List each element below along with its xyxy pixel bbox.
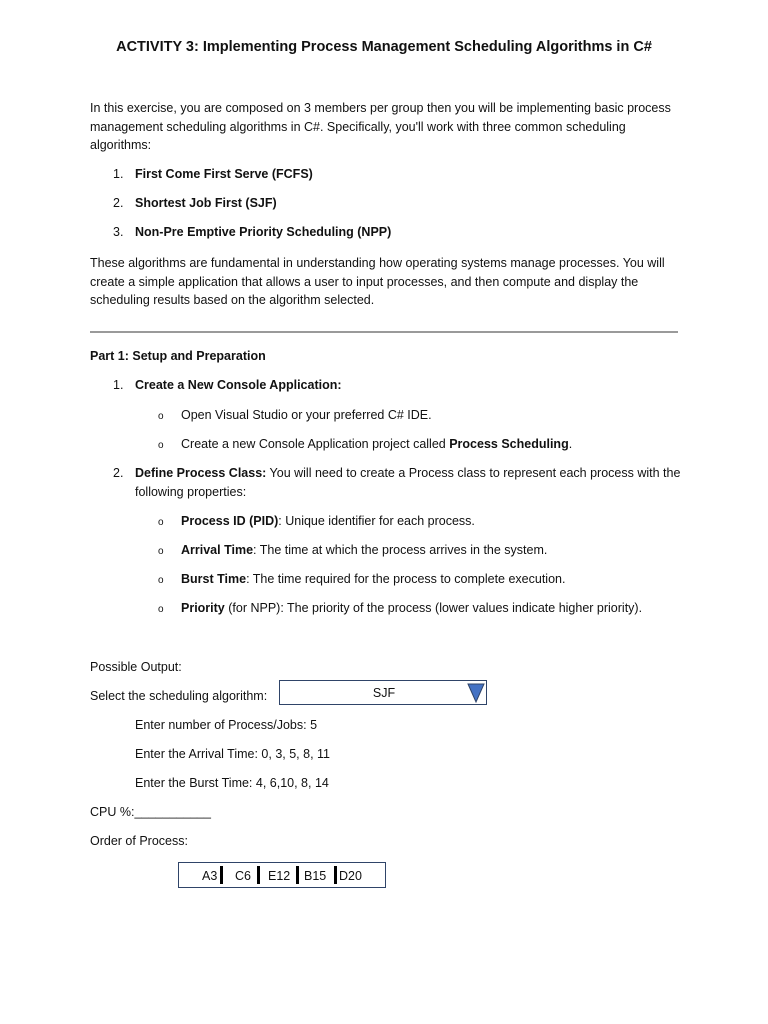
step-2: 2. Define Process Class: You will need to create a Process class to represent each process with the — [113, 466, 681, 480]
algorithm-item: 1. First Come First Serve (FCFS) — [113, 167, 313, 181]
gantt-separator — [334, 866, 337, 884]
gantt-separator — [296, 866, 299, 884]
algorithm-select[interactable] — [279, 680, 487, 705]
divider — [90, 331, 678, 333]
bullet-icon: o — [158, 546, 164, 557]
gantt-cell: C6 — [235, 869, 251, 883]
bullet-icon: o — [158, 517, 164, 528]
output-heading: Possible Output: — [90, 660, 182, 674]
summary-line: scheduling results based on the algorithm selected. — [90, 293, 375, 307]
page-title: ACTIVITY 3: Implementing Process Management Scheduling Algorithms in C# — [116, 39, 652, 55]
property-bullet: o Burst Time: The time required for the process to complete execution. — [158, 572, 566, 586]
summary-paragraph — [90, 254, 680, 310]
algorithm-item: 3. Non-Pre Emptive Priority Scheduling (NPP) — [113, 225, 392, 239]
step-1: 1. Create a New Console Application: — [113, 378, 342, 392]
part1-heading: Part 1: Setup and Preparation — [90, 349, 266, 363]
cpu-line: CPU %:___________ — [90, 805, 211, 819]
order-label: Order of Process: — [90, 834, 188, 848]
property-bullet: o Arrival Time: The time at which the process arrives in the system. — [158, 543, 548, 557]
process-order-chart — [178, 862, 386, 888]
property-bullet: o Process ID (PID): Unique identifier for each process. — [158, 514, 475, 528]
select-value: SJF — [372, 686, 396, 700]
step-2-continuation: following properties: — [135, 485, 247, 499]
intro-line: algorithms: — [90, 138, 152, 152]
property-bullet: o Priority (for NPP): The priority of the process (lower values indicate higher priority). — [158, 601, 643, 615]
summary-line: These algorithms are fundamental in understanding how operating systems manage processes. You will — [90, 256, 665, 270]
algorithm-item: 2. Shortest Job First (SJF) — [113, 196, 277, 210]
bullet-icon: o — [158, 440, 164, 451]
arrival-time-line: Enter the Arrival Time: 0, 3, 5, 8, 11 — [135, 747, 331, 761]
num-jobs-line: Enter number of Process/Jobs: 5 — [135, 718, 318, 732]
gantt-cell: E12 — [268, 869, 291, 883]
intro-line: In this exercise, you are composed on 3 members per group then you will be implementing basic process — [90, 101, 671, 115]
gantt-cell: D20 — [339, 869, 362, 883]
gantt-separator — [220, 866, 223, 884]
intro-line: management scheduling algorithms in C#. Specifically, you'll work with three common scheduling — [90, 119, 626, 134]
bullet-icon: o — [158, 575, 164, 586]
gantt-cell: B15 — [304, 869, 327, 883]
step1-bullet: o Open Visual Studio or your preferred C# IDE. — [158, 408, 432, 422]
gantt-cell: A3 — [202, 869, 218, 883]
intro-paragraph — [90, 99, 680, 155]
bullet-icon: o — [158, 604, 164, 615]
dropdown-arrow-icon[interactable] — [467, 683, 485, 703]
step1-bullet: o Create a new Console Application project called Process Scheduling. — [158, 437, 573, 451]
gantt-separator — [257, 866, 260, 884]
select-label: Select the scheduling algorithm: — [90, 689, 268, 703]
bullet-icon: o — [158, 411, 164, 422]
summary-line: create a simple application that allows a user to input processes, and then compute and display the — [90, 274, 639, 289]
burst-time-line: Enter the Burst Time: 4, 6,10, 8, 14 — [135, 776, 329, 790]
